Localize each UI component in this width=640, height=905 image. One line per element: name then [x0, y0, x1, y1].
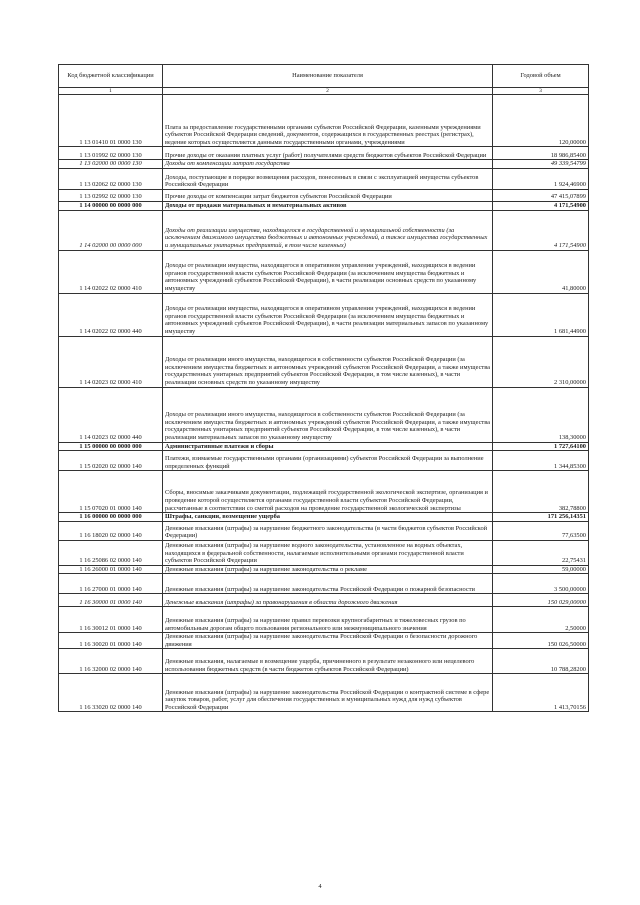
budget-code: 1 14 02000 00 0000 000	[59, 210, 163, 250]
table-row	[59, 521, 589, 540]
indicator-name: Штрафы, санкции, возмещение ущерба	[163, 513, 493, 522]
page-number: 4	[318, 883, 322, 890]
indicator-name: Доходы от реализации иного имущества, находящегося в собственности субъектов Российской Федерации (за исключением имущества бюджетных и автономных учреждений субъектов Российской Федерации, а также имущества государственных унитарных предприятий субъектов Российской Федерации, в том числе казенных), в части реализации материальных запасов по указанному имуществу	[163, 387, 493, 442]
budget-code: 1 15 00000 00 0000 000	[59, 442, 163, 451]
indicator-name: Денежные взыскания (штрафы) за нарушение законодательства о рекламе	[163, 565, 493, 574]
table-row	[59, 250, 589, 293]
annual-volume: 41,80000	[493, 250, 589, 293]
indicator-name: Доходы от реализации имущества, находящегося в оперативном управлении учреждений, находящихся в ведении органов государственной власти субъектов Российской Федерации (за исключением имущества бюджетных и автономных учреждений субъектов Российской Федерации), в части реализации материальных запасов по указанному имуществу	[163, 293, 493, 336]
budget-code: 1 13 01410 01 0000 130	[59, 95, 163, 147]
table-row	[59, 471, 589, 513]
table-row	[59, 95, 589, 147]
column-number: 3	[493, 88, 589, 95]
annual-volume: 47 415,07899	[493, 190, 589, 202]
table-row	[59, 202, 589, 211]
annual-volume: 150 026,50000	[493, 633, 589, 649]
table-row	[59, 147, 589, 160]
annual-volume: 2,50000	[493, 607, 589, 633]
budget-code: 1 14 02022 02 0000 410	[59, 250, 163, 293]
table-row	[59, 633, 589, 649]
table-row	[59, 190, 589, 202]
indicator-name: Денежные взыскания, налагаемые в возмещение ущерба, причиненного в результате незаконного или нецелевого использования бюджетных средств (в части бюджетов субъектов Российской Федерации)	[163, 649, 493, 674]
indicator-name: Административные платежи и сборы	[163, 442, 493, 451]
column-number: 2	[163, 88, 493, 95]
table-row	[59, 540, 589, 565]
table-row	[59, 169, 589, 190]
table-row	[59, 674, 589, 712]
budget-code: 1 14 00000 00 0000 000	[59, 202, 163, 211]
budget-code: 1 16 30000 01 0000 140	[59, 594, 163, 607]
table-row	[59, 574, 589, 594]
table-row	[59, 565, 589, 574]
budget-code: 1 15 07020 01 0000 140	[59, 471, 163, 513]
indicator-name: Денежные взыскания (штрафы) за нарушение бюджетного законодательства (в части бюджетов субъектов Российской Федерации)	[163, 521, 493, 540]
column-number-row	[59, 88, 589, 95]
header-code: Код бюджетной классификации	[59, 65, 163, 88]
indicator-name: Плата за предоставление государственными органами субъектов Российской Федерации, казенными учреждениями субъектов Российской Федерации сведений, документов, содержащихся в государственных реестрах (регистрах), ведение которых осуществляется данными государственными органами, учреждениями	[163, 95, 493, 147]
budget-code: 1 16 00000 00 0000 000	[59, 513, 163, 522]
budget-code: 1 16 27000 01 0000 140	[59, 574, 163, 594]
indicator-name: Доходы от компенсации затрат государства	[163, 160, 493, 169]
budget-code: 1 13 02062 02 0000 130	[59, 169, 163, 190]
budget-code: 1 16 30020 01 0000 140	[59, 633, 163, 649]
budget-code: 1 16 26000 01 0000 140	[59, 565, 163, 574]
annual-volume: 10 788,28200	[493, 649, 589, 674]
budget-code: 1 16 33020 02 0000 140	[59, 674, 163, 712]
table-row	[59, 607, 589, 633]
table-header-row	[59, 65, 589, 88]
annual-volume: 2 310,00000	[493, 336, 589, 387]
annual-volume: 138,30000	[493, 387, 589, 442]
indicator-name: Платежи, взимаемые государственными органами (организациями) субъектов Российской Федерации за выполнение определенных функций	[163, 451, 493, 471]
budget-revenue-table	[58, 64, 589, 712]
indicator-name: Денежные взыскания (штрафы) за нарушение водного законодательства, установленное на водных объектах, находящихся в федеральной собственности, налагаемые исполнительными органами государственной власти субъектов Российской Федерации	[163, 540, 493, 565]
budget-code: 1 14 02022 02 0000 440	[59, 293, 163, 336]
table-row	[59, 594, 589, 607]
annual-volume: 49 339,54799	[493, 160, 589, 169]
annual-volume: 1 727,64100	[493, 442, 589, 451]
table-row	[59, 442, 589, 451]
table-row	[59, 160, 589, 169]
annual-volume: 22,75431	[493, 540, 589, 565]
budget-code: 1 15 02020 02 0000 140	[59, 451, 163, 471]
budget-code: 1 13 02992 02 0000 130	[59, 190, 163, 202]
header-volume: Годовой объем	[493, 65, 589, 88]
indicator-name: Денежные взыскания (штрафы) за нарушение правил перевозки крупногабаритных и тяжеловесных грузов по автомобильным дорогам общего пользования регионального или межмуниципального значения	[163, 607, 493, 633]
indicator-name: Доходы от реализации имущества, находящегося в оперативном управлении учреждений, находящихся в ведении органов государственной власти субъектов Российской Федерации (за исключением имущества бюджетных и автономных учреждений субъектов Российской Федерации), в части реализации основных средств по указанному имуществу	[163, 250, 493, 293]
annual-volume: 59,00000	[493, 565, 589, 574]
indicator-name: Доходы от продажи материальных и нематериальных активов	[163, 202, 493, 211]
annual-volume: 4 171,54900	[493, 210, 589, 250]
indicator-name: Прочие доходы от компенсации затрат бюджетов субъектов Российской Федерации	[163, 190, 493, 202]
budget-code: 1 14 02023 02 0000 410	[59, 336, 163, 387]
annual-volume: 1 924,46900	[493, 169, 589, 190]
annual-volume: 1 681,44900	[493, 293, 589, 336]
indicator-name: Денежные взыскания (штрафы) за правонарушения в области дорожного движения	[163, 594, 493, 607]
indicator-name: Денежные взыскания (штрафы) за нарушение законодательства Российской Федерации о безопасности дорожного движения	[163, 633, 493, 649]
indicator-name: Доходы от реализации имущества, находящегося в государственной и муниципальной собственности (за исключением движимого имущества бюджетных и автономных учреждений, а также имущества государственных и муниципальных унитарных предприятий, в том числе казенных)	[163, 210, 493, 250]
annual-volume: 1 413,70156	[493, 674, 589, 712]
indicator-name: Доходы от реализации иного имущества, находящегося в собственности субъектов Российской Федерации (за исключением имущества бюджетных и автономных учреждений субъектов Российской Федерации, а также имущества государственных унитарных предприятий субъектов Российской Федерации, в том числе казенных), в части реализации основных средств по указанному имуществу	[163, 336, 493, 387]
table-row	[59, 210, 589, 250]
budget-code: 1 13 01992 02 0000 130	[59, 147, 163, 160]
table-row	[59, 451, 589, 471]
header-name: Наименование показателя	[163, 65, 493, 88]
budget-code: 1 16 30012 01 0000 140	[59, 607, 163, 633]
annual-volume: 382,78800	[493, 471, 589, 513]
annual-volume: 77,63500	[493, 521, 589, 540]
table-row	[59, 293, 589, 336]
budget-code: 1 16 18020 02 0000 140	[59, 521, 163, 540]
table-row	[59, 513, 589, 522]
budget-code: 1 16 25086 02 0000 140	[59, 540, 163, 565]
table-row	[59, 649, 589, 674]
indicator-name: Денежные взыскания (штрафы) за нарушение законодательства Российской Федерации о пожарной безопасности	[163, 574, 493, 594]
annual-volume: 150 029,00000	[493, 594, 589, 607]
budget-code: 1 14 02023 02 0000 440	[59, 387, 163, 442]
indicator-name: Прочие доходы от оказания платных услуг (работ) получателями средств бюджетов субъектов Российской Федерации	[163, 147, 493, 160]
annual-volume: 4 171,54900	[493, 202, 589, 211]
annual-volume: 18 986,85400	[493, 147, 589, 160]
column-number: 1	[59, 88, 163, 95]
annual-volume: 120,00000	[493, 95, 589, 147]
indicator-name: Сборы, вносимые заказчиками документации, подлежащей государственной экологической экспертизе, организация и проведение которой осуществляется органами государственной власти субъектов Российской Федерации, рассчитанные в соответствии со сметой расходов на проведение государственной экологической экспертизы	[163, 471, 493, 513]
table-row	[59, 336, 589, 387]
indicator-name: Денежные взыскания (штрафы) за нарушение законодательства Российской Федерации о контрактной системе в сфере закупок товаров, работ, услуг для обеспечения государственных и муниципальных нужд для нужд субъектов Российской Федерации	[163, 674, 493, 712]
annual-volume: 1 344,85300	[493, 451, 589, 471]
indicator-name: Доходы, поступающие в порядке возмещения расходов, понесенных в связи с эксплуатацией имущества субъектов Российской Федерации	[163, 169, 493, 190]
budget-code: 1 13 02000 00 0000 130	[59, 160, 163, 169]
annual-volume: 3 500,00000	[493, 574, 589, 594]
annual-volume: 171 256,14351	[493, 513, 589, 522]
budget-code: 1 16 32000 02 0000 140	[59, 649, 163, 674]
table-row	[59, 387, 589, 442]
